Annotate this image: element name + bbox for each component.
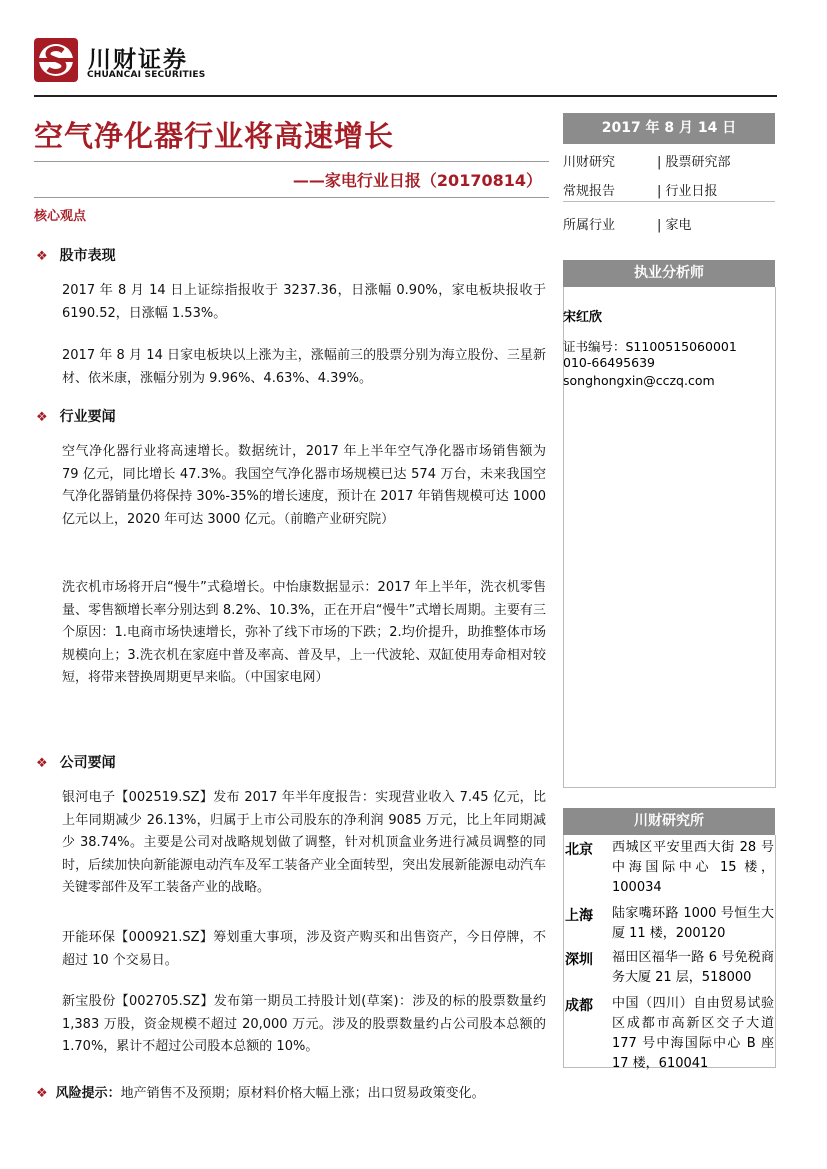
brand-name-cn: 川财证券 [88, 47, 188, 73]
office-city-shanghai: 上海 [565, 908, 593, 924]
meta-value: | 股票研究部 [657, 155, 731, 170]
brand-name-en: CHUANCAI SECURITIES [87, 70, 206, 80]
paragraph: 2017 年 8 月 14 日上证综指报收于 3237.36，日涨幅 0.90%，家电板块报收于 6190.52，日涨幅 1.53%。 [62, 283, 546, 321]
meta-value: | 行业日报 [657, 184, 718, 199]
meta-value: | 家电 [657, 218, 692, 233]
core-view-label: 核心观点 [34, 209, 87, 224]
analyst-header: 执业分析师 [563, 260, 775, 287]
diamond-bullet-icon: ❖ [36, 410, 48, 425]
risk-warning [36, 1082, 485, 1101]
paragraph: 空气净化器行业将高速增长。数据统计，2017 年上半年空气净化器市场销售额为 79 亿元，同比增长 47.3%。我国空气净化器市场规模已达 574 万台，未来我国空气净化器销量仍将保持 30%-35%的增长速度，预计在 2017 年销售规模可达 1000 亿元以上，2020 年可达 3000 亿元。（前瞻产业研究院） [62, 444, 546, 527]
risk-text: 地产销售不及预期；原材料价格大幅上涨；出口贸易政策变化。 [120, 1086, 485, 1101]
office-address-beijing: 西城区平安里西大街 28 号中海国际中心 15 楼，100034 [612, 840, 774, 895]
paragraph: 银河电子【002519.SZ】发布 2017 年半年度报告：实现营业收入 7.45 亿元，比上年同期减少 26.13%，归属于上市公司股东的净利润 9085 万元，比上年同期减少 38.74%。主要是公司对战略规划做了调整，针对机顶盒业务进行减员调整的同时，后续加快向新能源电动汽车及军工装备产业全面转型，突出发展新能源电动汽车关键零部件及军工装备产业的战略。 [62, 790, 546, 895]
header-divider [34, 95, 777, 97]
meta-divider [563, 201, 775, 202]
risk-label: 风险提示： [55, 1086, 121, 1101]
office-city-chengdu: 成都 [565, 998, 593, 1014]
section-heading-company [36, 752, 116, 772]
office-city-shenzhen: 深圳 [565, 952, 593, 968]
diamond-bullet-icon: ❖ [36, 1086, 48, 1101]
meta-key: 所属行业 [563, 218, 616, 233]
report-subtitle: ——家电行业日报（20170814） [292, 171, 542, 190]
paragraph: 开能环保【000921.SZ】筹划重大事项，涉及资产购买和出售资产，今日停牌，不超过 10 个交易日。 [62, 930, 546, 968]
meta-key: 川财研究 [563, 155, 616, 170]
diamond-bullet-icon: ❖ [36, 249, 48, 264]
office-header: 川财研究所 [563, 808, 775, 835]
paragraph: 新宝股份【002705.SZ】发布第一期员工持股计划(草案)：涉及的标的股票数量约 1,383 万股，资金规模不超过 20,000 万元。涉及的股票数量约占公司股本总额的 1.70%，累计不超过公司股本总额的 10%。 [62, 994, 546, 1054]
title-divider [34, 161, 549, 162]
office-address-shanghai: 陆家嘴环路 1000 号恒生大厦 11 楼，200120 [612, 906, 774, 941]
paragraph: 洗衣机市场将开启“慢牛”式稳增长。中怡康数据显示：2017 年上半年，洗衣机零售量、零售额增长率分别达到 8.2%、10.3%，正在开启“慢牛”式增长周期。主要有三个原因：1.电商市场快速增长，弥补了线下市场的下跌；2.均价提升，助推整体市场规模向上；3.洗衣机在家庭中普及率高、普及早，上一代波轮、双缸使用寿命相对较短，将带来替换周期更早来临。（中国家电网） [62, 580, 546, 685]
section-heading-text: 公司要闻 [59, 755, 116, 771]
company-logo-icon [34, 38, 78, 82]
meta-row-industry [563, 214, 692, 233]
report-title: 空气净化器行业将高速增长 [34, 119, 395, 153]
subtitle-divider [34, 197, 549, 198]
office-address-chengdu: 中国（四川）自由贸易试验区成都市高新区交子大道 177 号中海国际中心 B 座 17 楼，610041 [612, 996, 774, 1071]
report-date: 2017 年 8 月 14 日 [563, 113, 775, 144]
analyst-phone: 010-66495639 [563, 355, 655, 370]
meta-row-research [563, 151, 731, 170]
section-heading-text: 行业要闻 [59, 409, 116, 425]
meta-key: 常规报告 [563, 184, 616, 199]
office-city-beijing: 北京 [565, 842, 593, 858]
meta-row-report-type [563, 180, 718, 199]
analyst-email[interactable]: songhongxin@cczq.com [563, 373, 715, 388]
paragraph: 2017 年 8 月 14 日家电板块以上涨为主，涨幅前三的股票分别为海立股份、三星新材、依米康，涨幅分别为 9.96%、4.63%、4.39%。 [62, 348, 546, 386]
section-heading-market [36, 245, 116, 265]
diamond-bullet-icon: ❖ [36, 756, 48, 771]
section-heading-text: 股市表现 [59, 248, 116, 264]
office-address-shenzhen: 福田区福华一路 6 号免税商务大厦 21 层，518000 [612, 950, 774, 985]
section-heading-industry [36, 406, 116, 426]
analyst-cert: 证书编号：S1100515060001 [563, 339, 737, 354]
analyst-name: 宋红欣 [563, 310, 603, 325]
